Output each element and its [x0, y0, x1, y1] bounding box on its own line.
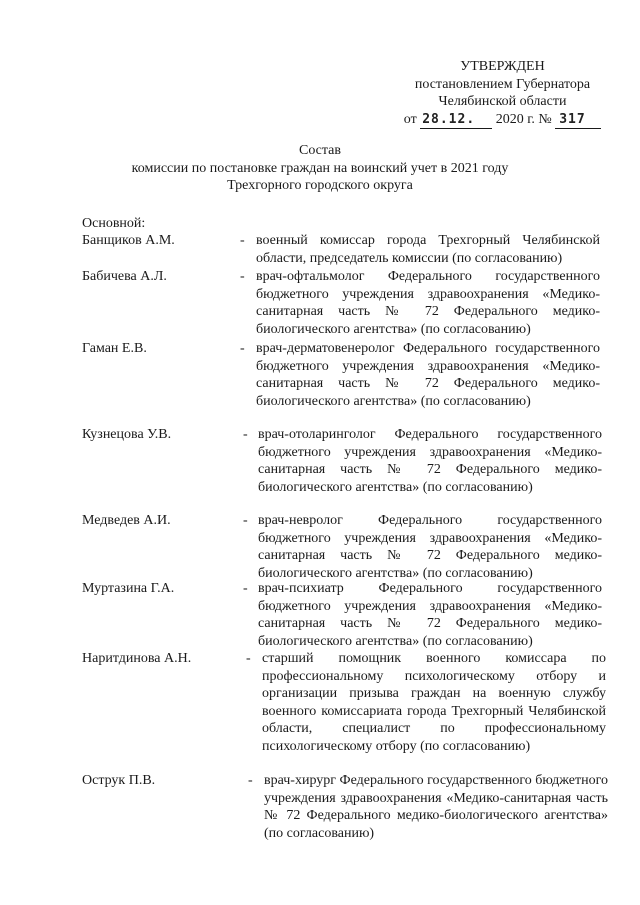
member-role: врач-дерматовенеролог Федерального государственного бюджетного учреждения здравоохранения «Медико-санитарная часть № 72 Федерального медико-биологического агентства» (по согласованию) [256, 341, 600, 409]
approval-date-line [395, 111, 610, 130]
approval-block [395, 58, 610, 129]
member-dash: - [243, 581, 248, 596]
title-line-2: комиссии по постановке граждан на воинский учет в 2021 году [131, 160, 509, 176]
document-title [0, 142, 640, 195]
member-role: врач-психиатр Федерального государственного бюджетного учреждения здравоохранения «Медико-санитарная часть № 72 Федерального медико-биологического агентства» (по согласованию) [258, 581, 602, 649]
date-suffix: 2020 г. № [495, 111, 552, 127]
member-dash: - [240, 269, 245, 284]
section-label: Основной: [82, 216, 146, 231]
title-line-1: Состав [298, 143, 341, 158]
member-name: Гаман Е.В. [82, 341, 147, 356]
approval-title: УТВЕРЖДЕН [460, 59, 545, 74]
member-name: Медведев А.И. [82, 513, 171, 528]
member-name: Муртазина Г.А. [82, 581, 175, 596]
member-name: Бабичева А.Л. [82, 269, 167, 284]
member-dash: - [240, 341, 245, 356]
member-role: врач-офтальмолог Федерального государственного бюджетного учреждения здравоохранения «Медико-санитарная часть № 72 Федерального медико-биологического агентства» (по согласованию) [256, 269, 600, 337]
member-name: Кузнецова У.В. [82, 427, 172, 442]
approval-decree: постановлением Губернатора [414, 76, 591, 92]
member-dash: - [240, 233, 245, 248]
decree-number: 317 [555, 111, 601, 130]
member-dash: - [243, 513, 248, 528]
member-name: Острук П.В. [82, 773, 156, 788]
member-name: Банщиков А.М. [82, 233, 175, 248]
member-name: Наритдинова А.Н. [82, 651, 192, 666]
member-dash: - [246, 651, 251, 666]
date-value: 28.12. [420, 111, 492, 130]
member-dash: - [243, 427, 248, 442]
member-role: врач-хирург Федерального государственного бюджетного учреждения здравоохранения «Медико-санитарная часть № 72 Федерального медико-биологического агентства» (по согласованию) [264, 773, 608, 841]
title-line-3: Трехгорного городского округа [227, 178, 413, 193]
member-role: врач-невролог Федерального государственного бюджетного учреждения здравоохранения «Медико-санитарная часть № 72 Федерального медико-биологического агентства» (по согласованию) [258, 513, 602, 581]
member-role: врач-отоларинголог Федерального государственного бюджетного учреждения здравоохранения «Медико-санитарная часть № 72 Федерального медико-биологического агентства» (по согласованию) [258, 427, 602, 495]
approval-region: Челябинской области [438, 94, 567, 109]
member-role: военный комиссар города Трехгорный Челябинской области, председатель комиссии (по согласованию) [256, 233, 600, 266]
date-prefix: от [403, 111, 417, 127]
member-dash: - [248, 773, 253, 788]
member-role: старший помощник военного комиссара по профессиональному психологическому отбору и организации призыва граждан на военную службу военного комиссариата города Трехгорный Челябинской области, специалист по профессиональному психологическому отбору (по согласованию) [262, 651, 606, 754]
